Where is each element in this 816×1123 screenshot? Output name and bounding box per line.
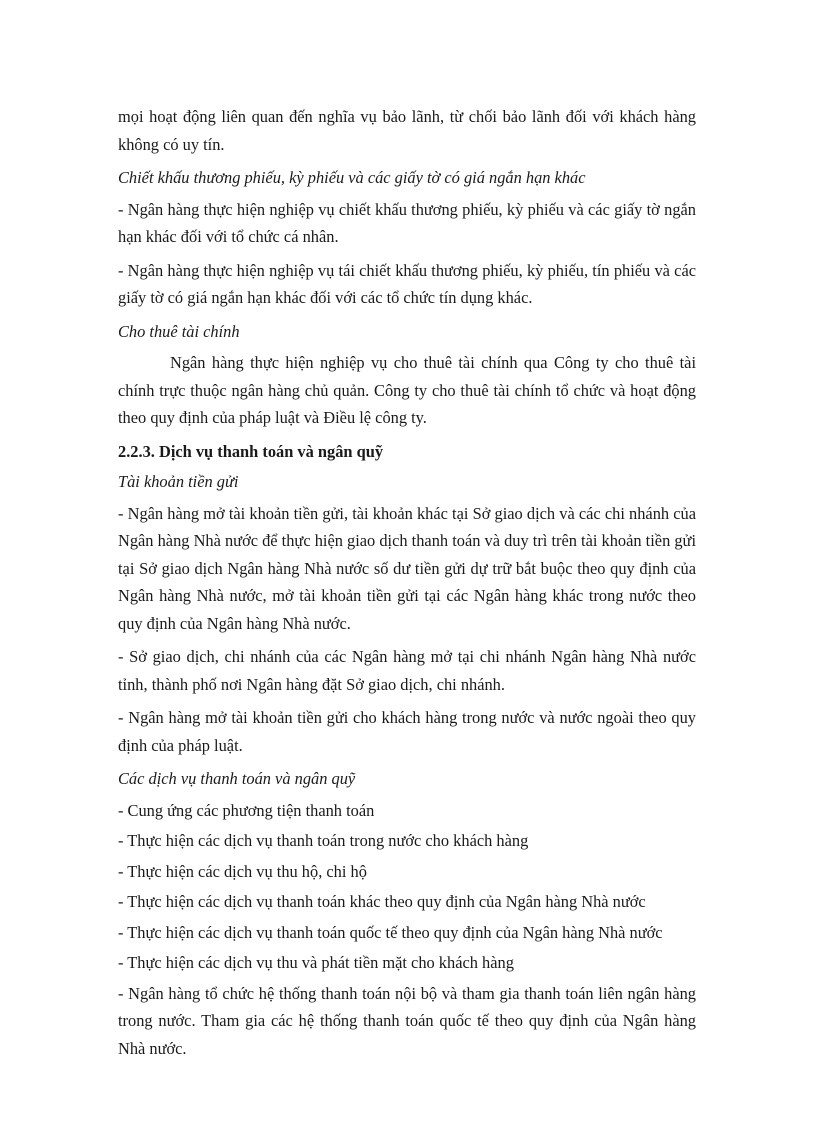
paragraph-discount-2: - Ngân hàng thực hiện nghiệp vụ tái chiết khấu thương phiếu, kỳ phiếu, tín phiếu và các giấy tờ có giá ngắn hạn khác đối với các tổ chức tín dụng khác. [118,260,696,307]
list-item: - Thực hiện các dịch vụ thu hộ, chi hộ [118,861,367,881]
subheading-discount: Chiết khấu thương phiếu, kỳ phiếu và các giấy tờ có giá ngắn hạn khác [118,168,586,187]
list-item: - Thực hiện các dịch vụ thanh toán khác theo quy định của Ngân hàng Nhà nước [118,892,646,911]
subheading-financial-leasing: Cho thuê tài chính [118,321,240,341]
paragraph-guarantee-continuation: mọi hoạt động liên quan đến nghĩa vụ bảo lãnh, từ chối bảo lãnh đối với khách hàng không có uy tín. [118,107,696,154]
subheading-payment-services: Các dịch vụ thanh toán và ngân quỹ [118,769,356,788]
paragraph-deposit-2: - Sở giao dịch, chi nhánh của các Ngân hàng mở tại chi nhánh Ngân hàng Nhà nước tỉnh, thành phố nơi Ngân hàng đặt Sở giao dịch, chi nhánh. [118,647,696,694]
subheading-deposit-account: Tài khoản tiền gửi [118,472,239,491]
document-page [118,103,696,1068]
paragraph-deposit-1: - Ngân hàng mở tài khoản tiền gửi, tài khoản khác tại Sở giao dịch và các chi nhánh của Ngân hàng Nhà nước để thực hiện giao dịch thanh toán và duy trì trên tài khoản tiền gửi tại Sở giao dịch Ngân hàng Nhà nước số dư tiền gửi dự trữ bắt buộc theo quy định của Ngân hàng Nhà nước, mở tài khoản tiền gửi tại các Ngân hàng khác trong nước theo quy định của Ngân hàng Nhà nước. [118,503,696,633]
section-heading-2-2-3: 2.2.3. Dịch vụ thanh toán và ngân quỹ [118,441,384,461]
paragraph-deposit-3: - Ngân hàng mở tài khoản tiền gửi cho khách hàng trong nước và nước ngoài theo quy định của pháp luật. [118,708,696,755]
list-item: - Cung ứng các phương tiện thanh toán [118,800,375,820]
list-item: - Thực hiện các dịch vụ thanh toán quốc tế theo quy định của Ngân hàng Nhà nước [118,922,663,942]
list-item: - Thực hiện các dịch vụ thu và phát tiền mặt cho khách hàng [118,953,514,972]
list-item: - Ngân hàng tổ chức hệ thống thanh toán nội bộ và tham gia thanh toán liên ngân hàng trong nước. Tham gia các hệ thống thanh toán quốc tế theo quy định của Ngân hàng Nhà nước. [118,983,696,1058]
paragraph-discount-1: - Ngân hàng thực hiện nghiệp vụ chiết khấu thương phiếu, kỳ phiếu và các giấy tờ ngắn hạn khác đối với tổ chức cá nhân. [118,199,696,246]
list-item: - Thực hiện các dịch vụ thanh toán trong nước cho khách hàng [118,831,529,850]
paragraph-financial-leasing: Ngân hàng thực hiện nghiệp vụ cho thuê tài chính qua Công ty cho thuê tài chính trực thuộc ngân hàng chủ quản. Công ty cho thuê tài chính tổ chức và hoạt động theo quy định của pháp luật và Điều lệ công ty. [118,353,696,427]
